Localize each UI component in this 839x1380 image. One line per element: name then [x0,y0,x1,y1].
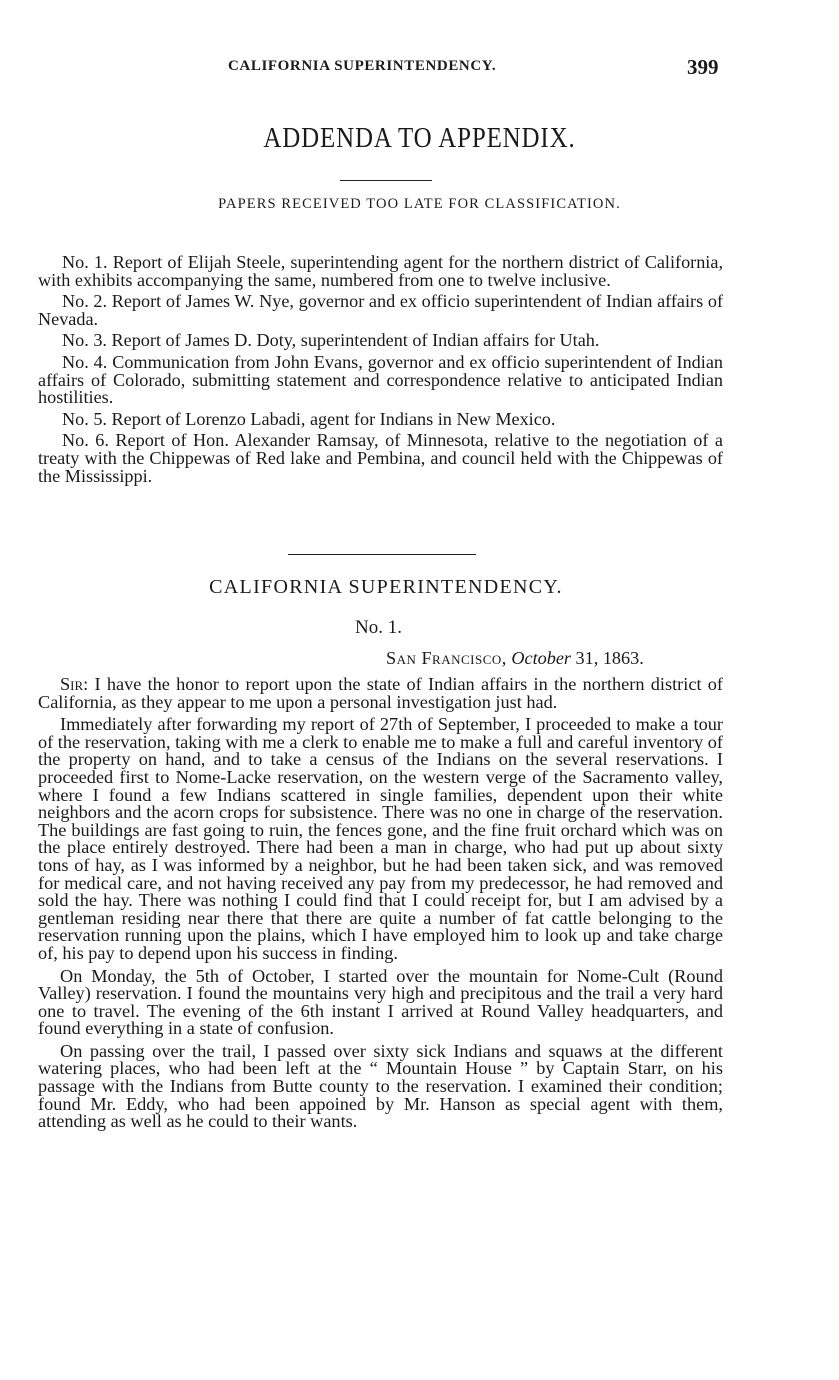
section-rule [288,554,476,555]
dateline-month: October [511,648,571,668]
addenda-title: ADDENDA TO APPENDIX. [263,122,576,154]
letter-paragraph: Immediately after forwarding my report of 27th of September, I proceeded to make a tour of the reservation, taking with me a clerk to enable me to make a full and careful inventory of the property on hand, and to take a census of the Indians on the several reservations. I proceeded first to Nome-Lacke reservation, on the western verge of the Sacramento valley, where I found a few Indians scattered in single families, dependent upon their white neighbors and the acorn crops for subsistence. There was no one in charge of the reservation. The buildings are fast going to ruin, the fences gone, and the fine fruit orchard which was on the place entirely destroyed. There had been a man in charge, who had put up about sixty tons of hay, as I was informed by a neighbor, but he had been taken sick, and was removed for medical care, and not having received any pay from my predecessor, he had removed and sold the hay. There was nothing I could find that I could receipt for, but I am advised by a gentleman residing near there that there are quite a number of fat cattle belonging to the reservation running upon the plains, which I have employed him to look up and take charge of, his pay to depend upon his success in finding. [38,714,723,963]
page-header [0,55,839,82]
letter-body [38,676,723,1136]
dateline-date: 31, 1863. [575,648,644,668]
addenda-item: No. 1. Report of Elijah Steele, superintending agent for the northern district of California, with exhibits accompanying the same, numbered from one to twelve inclusive. [38,252,723,290]
letter-paragraph: On Monday, the 5th of October, I started over the mountain for Nome-Cult (Round Valley) reservation. I found the mountains very high and precipitous and the trail a very hard one to travel. The evening of the 6th instant I arrived at Round Valley headquarters, and found everything in a state of confusion. [38,965,723,1039]
addenda-list [38,254,723,489]
letter-paragraph: On passing over the trail, I passed over sixty sick Indians and squaws at the different watering places, who had been left at the “ Mountain House ” by Captain Starr, on his passage with the Indians from Butte county to the reservation. I examined their condition; found Mr. Eddy, who had been appoined by Mr. Hanson as special agent with them, attending as well as he could to their wants. [38,1040,723,1132]
page-number: 399 [687,55,719,79]
section-title: CALIFORNIA SUPERINTENDENCY. [209,576,563,598]
addenda-subtitle: PAPERS RECEIVED TOO LATE FOR CLASSIFICATION. [218,196,621,212]
running-head: CALIFORNIA SUPERINTENDENCY. [228,58,497,74]
addenda-item: No. 3. Report of James D. Doty, superintendent of Indian affairs for Utah. [62,330,600,351]
dateline-place: San Francisco, [386,648,507,668]
salutation: Sir: [60,674,89,694]
document-number: No. 1. [355,617,402,638]
title-rule [340,180,432,181]
addenda-item: No. 6. Report of Hon. Alexander Ramsay, of Minnesota, relative to the negotiation of a treaty with the Chippewas of Red lake and Pembina, and council held with the Chippewas of the Mississippi. [38,430,723,486]
letter-paragraph [38,676,723,711]
addenda-item: No. 2. Report of James W. Nye, governor and ex officio superintendent of Indian affairs of Nevada. [38,291,723,329]
dateline [386,648,644,669]
addenda-item: No. 5. Report of Lorenzo Labadi, agent for Indians in New Mexico. [62,408,556,429]
addenda-item: No. 4. Communication from John Evans, governor and ex officio superintendent of Indian affairs of Colorado, submitting statement and correspondence relative to anticipated Indian hostilities. [38,351,723,408]
letter-paragraph-text: I have the honor to report upon the state of Indian affairs in the northern district of California, as they appear to me upon a personal investigation just had. [38,674,723,712]
